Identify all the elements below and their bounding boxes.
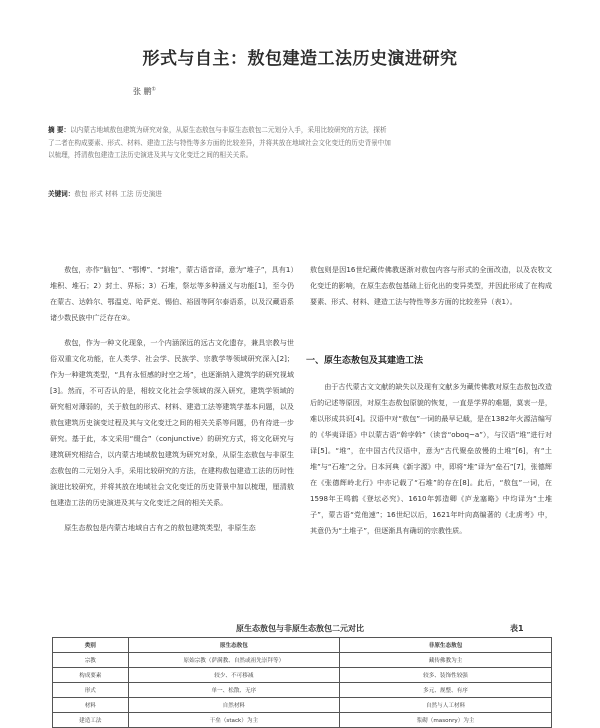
- table-row: [53, 668, 552, 683]
- table-cell: 原始宗教（萨满教、自然或祖先崇拜等）: [128, 653, 339, 668]
- table-cell: 单一、松散、无序: [128, 683, 339, 698]
- paragraph: 敖包，亦作“脑包”、“鄂博”、“封堆”，蒙古语音译，意为“堆子”，具有1）堆积、堆石；2）封土、界标；3）石堆，祭坛等多种涵义与功能[1]，至今仍在蒙古、达斡尔、鄂温克、哈萨克、锡伯、裕固等阿尔泰语系，以及汉藏语系诸少数民族中广泛存在②。: [50, 265, 294, 322]
- left-column: [50, 262, 294, 545]
- table-cell: 自然材料: [128, 698, 339, 713]
- author-name: 张 鹏: [133, 87, 152, 96]
- table-header-row: [53, 638, 552, 653]
- table-cell: 自然与人工材料: [340, 698, 552, 713]
- keywords: [48, 188, 393, 198]
- table-cell: 材料: [53, 698, 129, 713]
- table-row: [53, 713, 552, 728]
- table-cell: 较少、不可移减: [128, 668, 339, 683]
- paragraph: 敖包则是因16世纪藏传佛教逐渐对敖包内容与形式的全面改造，以及农牧文化变迁的影响，在原生态敖包基础上衍化出的变异类型，并因此形成了在构成要素、形式、材料、建造工法与特性等多方面的比较差异（表1）。: [310, 265, 552, 306]
- author-footnote-mark: ①: [151, 86, 157, 93]
- keywords-label: 关键词：: [48, 190, 75, 198]
- abstract-label: 摘 要：: [48, 126, 71, 134]
- table-cell: 浆砌（masonry）为主: [340, 713, 552, 728]
- table-cell: 建造工法: [53, 713, 129, 728]
- right-column-body: [310, 379, 552, 548]
- page-title: 形式与自主：敖包建造工法历史演进研究: [142, 49, 458, 69]
- paragraph: 敖包，作为一种文化现象，一个内涵深远的远古文化遗存，兼具宗教与世俗双重文化功能，在人类学、社会学、民族学、宗教学等领域研究深入[2]；作为一种建筑类型，“具有永恒感的时空之场”，也逐渐纳入建筑学的研究视域[3]。然而，不可否认的是，相较文化社会学领域的深入研究，建筑学领域的研究相对薄弱的，关于敖包的形式、材料、建造工法等建筑学基本问题，以及敖包建筑历史演变过程及其与文化变迁之间的相关关系等问题，仍有待进一步研究。基于此，本文采用“缀合”（conjunctive）的研究方式，将文化研究与建筑研究相结合，以内蒙古地域敖包建筑为研究对象，从原生态敖包与非原生态敖包的二元划分入手，采用比较研究的方法，在建构敖包建造工法的历时性演进比较研究，并将其放在地域社会文化变迁的历史背景中加以梳理，厘清敖包建造工法的历史演进及其与文化变迁之间的相关关系。: [50, 338, 294, 507]
- paragraph: 原生态敖包是内蒙古地域自古有之的敖包建筑类型，非原生态: [64, 523, 256, 532]
- table-header-cell: 类别: [53, 638, 129, 653]
- table-cell: 干垒（stack）为主: [128, 713, 339, 728]
- table-header-cell: 非原生态敖包: [340, 638, 552, 653]
- table-row: [53, 653, 552, 668]
- section-heading: 一、原生态敖包及其建造工法: [306, 356, 424, 366]
- table-row: [53, 698, 552, 713]
- table-title: 原生态敖包与非原生态敖包二元对比: [236, 624, 364, 633]
- paragraph: 由于古代蒙古文文献的缺失以及现有文献多为藏传佛教对原生态敖包改造后的记述等原因，对原生态敖包原貌的恢复，一直是学界的难题，莫衷一是，难以形成共识[4]。汉语中对“敖包”一词的最早记载，是在1382年火源洁编写的《华夷译语》中以蒙古语“斡孛斡”（读音“oboq~a”），与汉语“堆”进行对译[5]。“堆”，在中国古代汉语中，意为“古代聚垒放慢的土堆”[6]，有“土堆”与“石堆”之分。日本河典《新字源》中，即将“堆”译为“垒石”[7]，张德辉在《张德辉岭北行》中亦记载了“石堆”的存在[8]。此后，“敖包”一词，在1598年王鸣鹤《登坛必究》、1610年郭造卿《庐龙塞略》中均译为“土堆子”，蒙古语“党他速”；16世纪以后，1621年叶向高编著的《北虏考》中，其意仍为“土堆子”，但逐渐具有确切的宗教性质。: [310, 382, 552, 535]
- table-row: [53, 683, 552, 698]
- table-cell: 藏传佛教为主: [340, 653, 552, 668]
- table-cell: 构成要素: [53, 668, 129, 683]
- table-cell: 较多、装饰性较强: [340, 668, 552, 683]
- author: [133, 86, 156, 97]
- right-column-top: [310, 262, 552, 319]
- table-header-cell: 原生态敖包: [128, 638, 339, 653]
- comparison-table: [52, 637, 552, 728]
- table-number: 表1: [510, 624, 524, 633]
- table-cell: 宗教: [53, 653, 129, 668]
- abstract-text: 以内蒙古地域敖包建筑为研究对象，从原生态敖包与非原生态敖包二元划分入手，采用比较研究的方法，探析了二者在构成要素、形式、材料、建造工法与特性等多方面的比较差异，并将其放在地域社会文化变迁的历史背景中加以梳理，捋清敖包建造工法历史演进及其与文化变迁之间的相关关系。: [48, 126, 391, 159]
- table-cell: 形式: [53, 683, 129, 698]
- table-cell: 多元、规整、有序: [340, 683, 552, 698]
- abstract: [48, 124, 393, 162]
- keywords-text: 敖包 形式 材料 工法 历史演进: [74, 190, 162, 198]
